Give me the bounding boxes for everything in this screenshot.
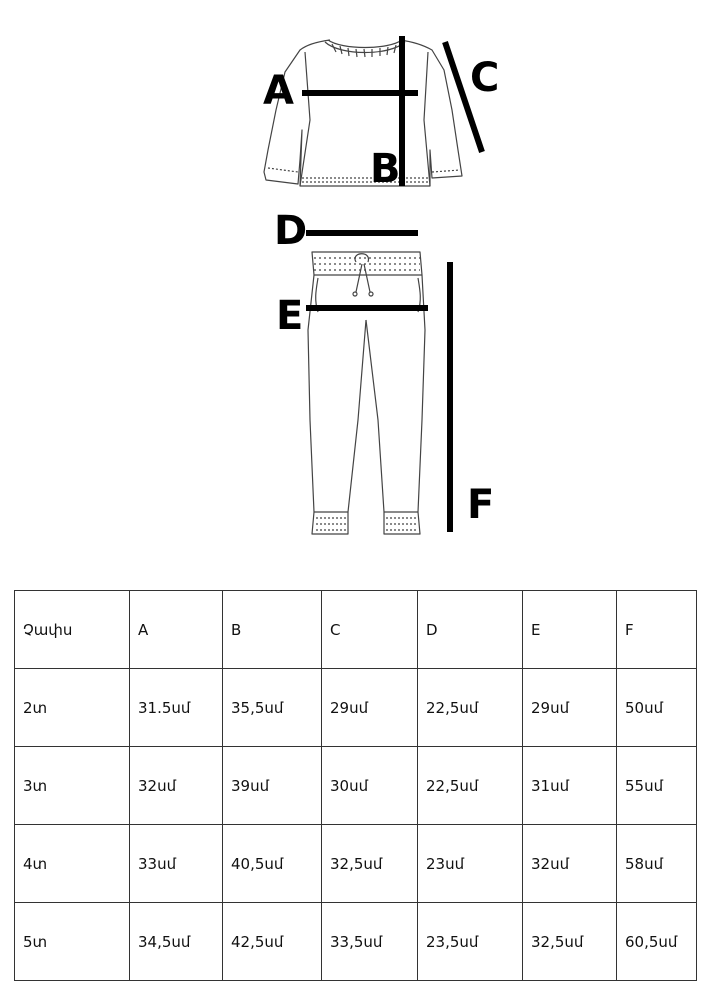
table-cell: 42,5սմ <box>223 903 322 981</box>
table-cell: 29սմ <box>523 669 617 747</box>
table-cell: 33,5սմ <box>322 903 418 981</box>
table-cell: 4տ <box>15 825 130 903</box>
size-table <box>14 590 697 981</box>
pants-illustration <box>308 252 425 534</box>
table-cell: 32,5սմ <box>322 825 418 903</box>
label-f: F <box>467 482 495 528</box>
table-cell: 23,5սմ <box>418 903 523 981</box>
table-cell: 2տ <box>15 669 130 747</box>
table-cell: 33սմ <box>130 825 223 903</box>
table-cell: 29սմ <box>322 669 418 747</box>
table-cell: 32,5սմ <box>523 903 617 981</box>
table-header-row <box>15 591 697 669</box>
table-cell: 22,5սմ <box>418 747 523 825</box>
table-cell: 50սմ <box>617 669 697 747</box>
table-row <box>15 903 697 981</box>
table-cell: 58սմ <box>617 825 697 903</box>
table-row <box>15 825 697 903</box>
table-cell: 31.5սմ <box>130 669 223 747</box>
label-d: D <box>274 208 308 254</box>
header-e: E <box>523 591 617 669</box>
table-cell: 3տ <box>15 747 130 825</box>
table-cell: 32սմ <box>523 825 617 903</box>
table-row <box>15 669 697 747</box>
label-c: C <box>470 55 500 101</box>
table-cell: 32սմ <box>130 747 223 825</box>
header-d: D <box>418 591 523 669</box>
table-cell: 22,5սմ <box>418 669 523 747</box>
table-cell: 5տ <box>15 903 130 981</box>
table-cell: 40,5սմ <box>223 825 322 903</box>
table-cell: 23սմ <box>418 825 523 903</box>
label-b: B <box>370 146 401 192</box>
header-size: Չափս <box>15 591 130 669</box>
header-f: F <box>617 591 697 669</box>
table-row <box>15 747 697 825</box>
table-cell: 31սմ <box>523 747 617 825</box>
measurement-lines <box>302 36 482 532</box>
label-a: A <box>263 68 294 114</box>
table-cell: 35,5սմ <box>223 669 322 747</box>
header-b: B <box>223 591 322 669</box>
table-cell: 55սմ <box>617 747 697 825</box>
table-cell: 60,5սմ <box>617 903 697 981</box>
header-c: C <box>322 591 418 669</box>
label-e: E <box>276 293 304 339</box>
table-cell: 30սմ <box>322 747 418 825</box>
header-a: A <box>130 591 223 669</box>
table-cell: 34,5սմ <box>130 903 223 981</box>
table-cell: 39սմ <box>223 747 322 825</box>
